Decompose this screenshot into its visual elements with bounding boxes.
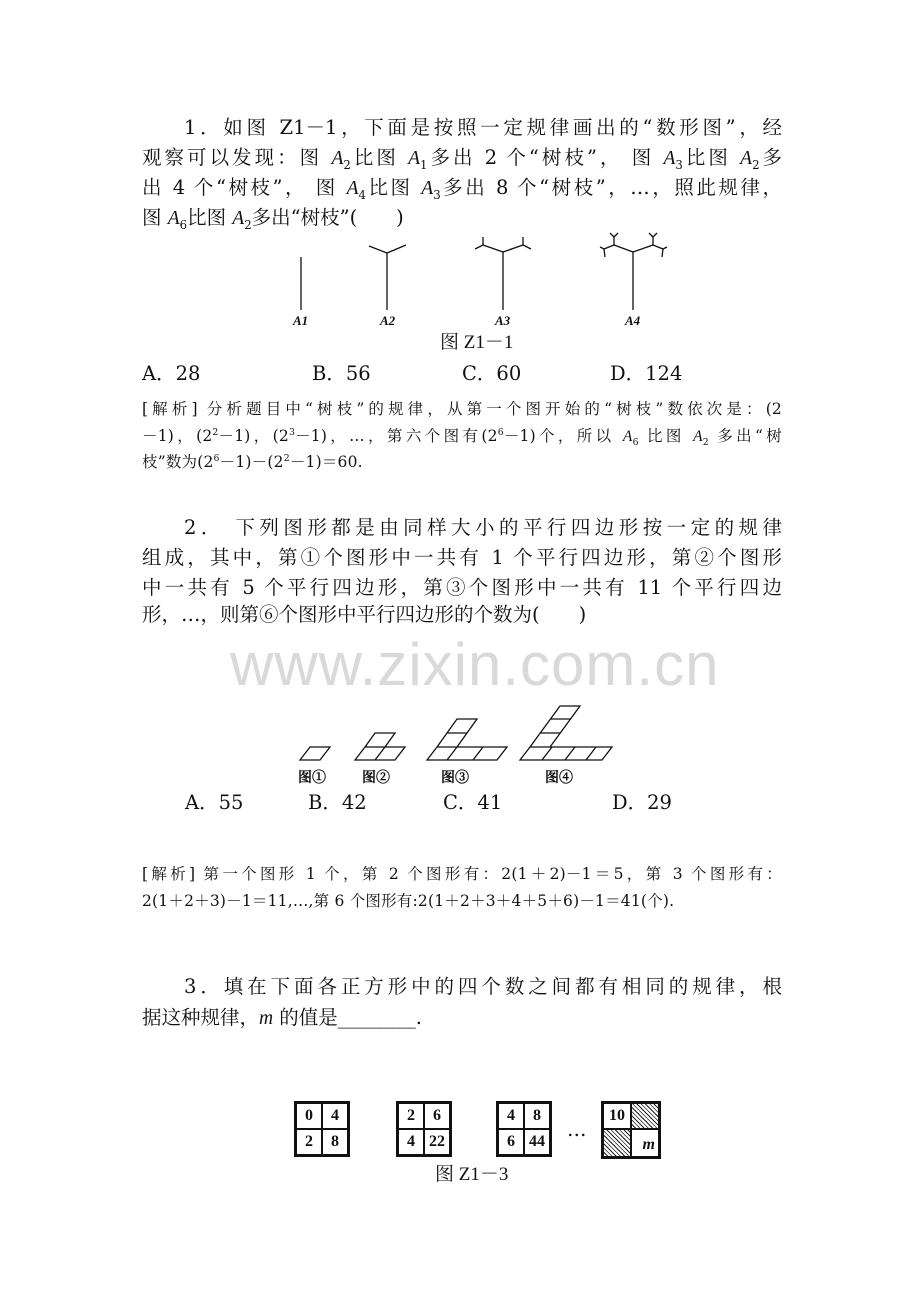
text-segment: 3 [675, 157, 683, 172]
text-segment: 2 [244, 217, 252, 232]
ellipsis: … [567, 1118, 587, 1141]
fig-label-3: 图③ [441, 770, 469, 786]
hatched-cell [631, 1103, 659, 1129]
text-segment: 2(1＋2＋3)－1＝11,…,第 6 个图形有:2(1＋2＋3＋4＋5＋6)－1＝41(个). [142, 892, 675, 910]
cell: 10 [603, 1103, 631, 1129]
question-text-line [142, 602, 782, 628]
option-c: C．60 [462, 362, 522, 385]
option-c: C．41 [443, 791, 503, 814]
fig-label-2: 图② [362, 770, 390, 786]
text-segment: 的值是________. [273, 1006, 423, 1029]
analysis-text-line [142, 449, 782, 475]
text-segment: 枝”数为(2 [142, 453, 214, 471]
text-segment: 6 [213, 452, 220, 464]
question-text-line [142, 515, 782, 541]
question-text-line [142, 1005, 782, 1031]
analysis-text-line [142, 861, 782, 887]
option-d: D．124 [610, 362, 683, 385]
cell: 22 [424, 1129, 450, 1155]
cell: 4 [498, 1103, 524, 1129]
analysis-text-line [142, 888, 782, 914]
text-segment: 3．填在下面各正方形中的四个数之间都有相同的规律，根 [184, 975, 782, 998]
text-segment: A [232, 208, 245, 229]
text-segment: A [622, 428, 633, 445]
question-text-line [142, 575, 782, 601]
analysis-text-line [142, 423, 782, 449]
text-segment: 出 4 个“树枝”， 图 [142, 176, 347, 199]
text-segment: 2 [212, 426, 219, 438]
text-segment: [解析] 第一个图形 1 个，第 2 个图形有：2(1＋2)－1＝5，第 3 个图形有： [142, 865, 782, 883]
cell: 8 [524, 1103, 550, 1129]
text-segment: －1)个，所以 [503, 427, 623, 445]
text-segment: －1)＝60. [289, 453, 363, 471]
fig-label-1: 图① [298, 770, 326, 786]
text-segment: 比图 [682, 146, 741, 169]
text-segment: 3 [433, 187, 441, 202]
text-segment: 图 [142, 206, 168, 229]
option-d: D．29 [612, 791, 672, 814]
text-segment: 2． 下列图形都是由同样大小的平行四边形按一定的规律 [184, 516, 782, 539]
text-segment: 2 [702, 437, 709, 449]
text-segment: 1 [420, 157, 428, 172]
text-segment: 1．如图 Z1－1，下面是按照一定规律画出的“数形图”，经 [184, 116, 782, 139]
text-segment: 组成，其中，第①个图形中一共有 1 个平行四边形，第②个图形 [142, 546, 782, 569]
number-square-4 [601, 1101, 661, 1159]
text-segment: －1)，(2 [218, 427, 289, 445]
text-segment: 多 [759, 146, 783, 169]
question-text-line [142, 115, 782, 141]
option-b: B．42 [308, 791, 367, 814]
analysis-text-line [142, 396, 782, 422]
parallelogram-figure [290, 700, 620, 766]
cell: 0 [296, 1103, 322, 1129]
text-segment: 6 [497, 426, 504, 438]
text-segment: 2 [343, 157, 351, 172]
text-segment: 观察可以发现：图 [142, 146, 332, 169]
text-segment: A [740, 148, 753, 169]
tree-label-a3: A3 [495, 313, 511, 328]
number-square-1 [294, 1101, 350, 1157]
cell: 44 [524, 1129, 550, 1155]
text-segment: 多出 8 个“树枝”，…，照此规律， [440, 176, 782, 199]
text-segment: 比图 [187, 206, 233, 229]
text-segment: 多出“树枝”( ) [251, 206, 404, 229]
question-text-line [142, 145, 782, 171]
text-segment: 形，…，则第⑥个图形中平行四边形的个数为( ) [142, 603, 587, 626]
fig-label-4: 图④ [545, 770, 573, 786]
cell: 2 [296, 1129, 322, 1155]
tree-label-a4: A4 [625, 313, 641, 328]
text-segment: m [259, 1008, 274, 1029]
text-segment: 2 [752, 157, 760, 172]
text-segment: A [693, 428, 703, 445]
text-segment: 比图 [350, 146, 409, 169]
tree-label-a2: A2 [380, 313, 396, 328]
text-segment: －1)－(2 [219, 453, 284, 471]
question-text-line [142, 545, 782, 571]
text-segment: A [167, 208, 180, 229]
text-segment: A [346, 178, 359, 199]
figure-caption-3: 图 Z1－3 [435, 1164, 509, 1185]
cell: 8 [322, 1129, 348, 1155]
text-segment: 6 [632, 437, 639, 449]
text-segment: 比图 [638, 427, 694, 445]
question-text-line [142, 175, 782, 201]
watermark: www.zixin.com.cn [230, 631, 720, 698]
text-segment: 多出“树 [708, 427, 783, 445]
text-segment: 比图 [365, 176, 422, 199]
text-segment: A [663, 148, 676, 169]
cell: 4 [322, 1103, 348, 1129]
text-segment: A [331, 148, 344, 169]
text-segment: 2 [283, 452, 290, 464]
number-square-3 [496, 1101, 552, 1157]
text-segment: －1)，(2 [142, 427, 213, 445]
text-segment: 6 [179, 217, 188, 232]
cell: 4 [398, 1129, 424, 1155]
text-segment: 据这种规律， [142, 1006, 260, 1029]
text-segment: 4 [358, 187, 366, 202]
question-text-line [142, 974, 782, 1000]
text-segment: A [421, 178, 434, 199]
option-a: A．55 [185, 791, 244, 814]
text-segment: －1)，…，第六个图有(2 [295, 427, 498, 445]
number-square-2 [396, 1101, 452, 1157]
figure-caption-1: 图 Z1－1 [440, 332, 514, 353]
text-segment: A [408, 148, 421, 169]
cell: 6 [424, 1103, 450, 1129]
text-segment: [解析] 分析题目中“树枝”的规律，从第一个图开始的“树枝”数依次是：(2 [142, 400, 782, 418]
cell-m: m [631, 1129, 659, 1157]
text-segment: 中一共有 5 个平行四边形，第③个图形中一共有 11 个平行四边 [142, 576, 782, 599]
hatched-cell [603, 1129, 631, 1157]
tree-figure [280, 225, 680, 325]
text-segment: 3 [288, 426, 296, 438]
tree-label-a1: A1 [293, 313, 309, 328]
option-b: B．56 [312, 362, 371, 385]
option-a: A．28 [142, 362, 201, 385]
cell: 2 [398, 1103, 424, 1129]
text-segment: 多出 2 个“树枝”， 图 [427, 146, 664, 169]
cell: 6 [498, 1129, 524, 1155]
